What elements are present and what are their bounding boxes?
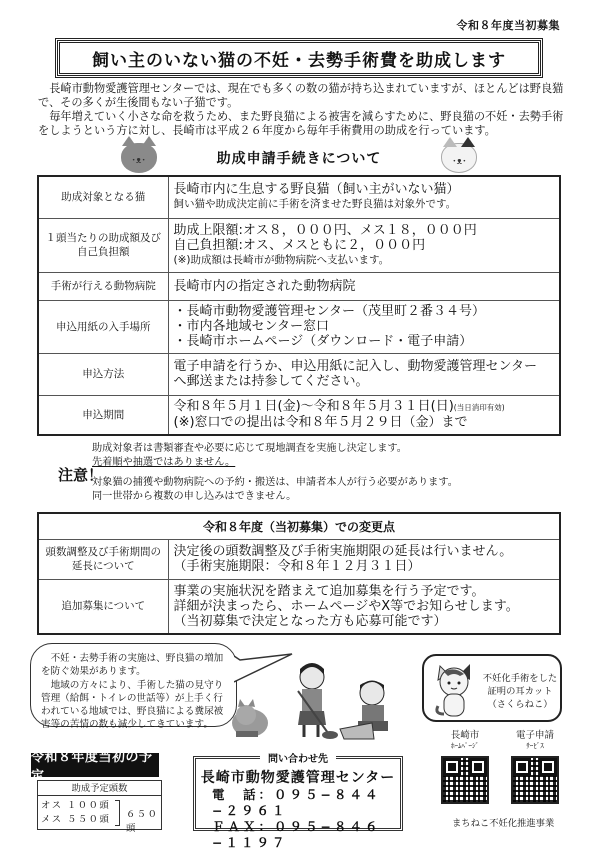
row-value xyxy=(168,353,560,395)
qr-code-icon[interactable] xyxy=(511,756,559,804)
plan-total: ６５０頭 xyxy=(126,809,159,834)
plan-table-header: 助成予定頭数 xyxy=(38,781,161,796)
row-value xyxy=(168,300,560,353)
phone-label: 電 話 xyxy=(212,787,259,802)
row-value xyxy=(168,579,560,634)
row-value xyxy=(168,395,560,435)
phone-number[interactable]: ０９５−８４４−２９６１ xyxy=(212,787,381,818)
qr-e-application[interactable] xyxy=(506,730,564,804)
info-speech-bubble xyxy=(30,643,237,731)
table-row xyxy=(38,353,560,395)
period-text: 令和８年５月１日(金)～令和８年５月３１日(日) xyxy=(173,399,454,415)
table-row xyxy=(38,579,560,634)
notice-line: 対象猫の捕獲や動物病院への予約・搬送は、申請者本人が行う必要があります。 xyxy=(92,477,458,488)
table-row xyxy=(38,300,560,353)
value-line: ・長崎市ホームページ（ダウンロード・電子申請） xyxy=(173,334,473,349)
value-line: ・長崎市動物愛護管理センター（茂里町２番３４号） xyxy=(173,304,485,319)
changes-table xyxy=(37,512,561,635)
row-label: 申込用紙の入手場所 xyxy=(38,300,168,353)
sakura-cat-box xyxy=(422,654,562,722)
notice-line-underlined: 先着順や抽選ではありません。 xyxy=(92,457,236,468)
row-label: １頭当たりの助成額及び自己負担額 xyxy=(38,218,168,272)
qr-code-icon[interactable] xyxy=(441,756,489,804)
sakura-cat-icon xyxy=(430,662,478,718)
row-value xyxy=(168,539,560,579)
plan-row xyxy=(41,799,110,813)
bubble-paragraph: 不妊・去勢手術の実施は、野良猫の増加を防ぐ効果があります。 xyxy=(41,653,224,678)
value-line xyxy=(174,399,555,415)
changes-heading: 令和８年度（当初募集）での変更点 xyxy=(38,513,560,539)
intro-text xyxy=(38,82,564,138)
row-label: 申込方法 xyxy=(38,353,168,395)
row-value: 長崎市内の指定された動物病院 xyxy=(168,272,560,300)
plan-rows xyxy=(41,799,110,827)
intro-paragraph: 毎年増えていく小さな命を救うため、また野良猫による被害を減らすために、野良猫の不妊・去勢手術をしようという方に対し、長崎市は平成２６年度から毎年手術費用の助成を行っています。 xyxy=(38,110,564,137)
page-title xyxy=(57,40,541,76)
table-row xyxy=(38,272,560,300)
boy-icon xyxy=(340,681,388,739)
value-line: 事業の実施状況を踏まえて追加募集を行う予定です。 xyxy=(173,583,485,599)
postmark-note: (当日消印有効) xyxy=(453,403,505,413)
plan-row xyxy=(41,813,110,827)
qr-title: 長崎市 xyxy=(450,730,480,741)
recruitment-tag: 令和８年度当初募集 xyxy=(456,19,560,32)
procedure-title: 助成申請手続きについて xyxy=(216,151,382,167)
table-row xyxy=(38,395,560,435)
value-line: へ郵送または持参してください。 xyxy=(173,374,369,389)
row-value xyxy=(168,218,560,272)
sakura-line: 不妊化手術をした xyxy=(482,673,558,684)
fax-label: ＦＡＸ xyxy=(212,819,259,834)
value-line: 電子申請を行うか、申込用紙に記入し、動物愛護管理センター xyxy=(173,359,537,374)
row-value xyxy=(168,176,560,218)
contact-box xyxy=(193,754,403,849)
value-line: 長崎市内に生息する野良猫（飼い主がいない猫） xyxy=(173,182,460,198)
qr-title: 電子申請 xyxy=(515,730,554,741)
intro-paragraph: 長崎市動物愛護管理センターでは、現在でも多くの数の猫が持ち込まれていますが、ほとんどは野良猫で、その多くが生後間もない子猫です。 xyxy=(38,82,564,109)
fax-number: ０９５−８４６−１１９７ xyxy=(212,819,381,849)
sakura-line: 証明の耳カット xyxy=(487,686,553,697)
row-label: 頭数調整及び手術期間の延長について xyxy=(38,539,168,579)
value-note: (※)助成額は長崎市が動物病院へ支払います。 xyxy=(173,253,390,266)
sakura-caption xyxy=(480,672,560,711)
table-row xyxy=(38,176,560,218)
bubble-paragraph: 地域の方々により、手術した猫の見守り管理（給餌・トイレの世話等）が上手く行われている地域では、野良猫による糞尿被害等の苦情の数も減少してきています。 xyxy=(41,679,224,731)
contact-legend: 問い合わせ先 xyxy=(260,750,336,765)
value-line: （当初募集で決定となった方も応募可能です） xyxy=(173,613,447,629)
plan-sex: メス xyxy=(41,814,63,825)
value-line: (※)窓口での提出は令和８年５月２９日（金）まで xyxy=(173,415,468,431)
plan-heading: 令和８年度当初の予定 xyxy=(31,753,159,777)
plan-count: １００頭 xyxy=(66,800,111,811)
table-row xyxy=(38,218,560,272)
contact-fax: ＦＡＸ：０９５−８４６−１１９７ xyxy=(212,819,381,849)
value-line: ・市内各地域センター窓口 xyxy=(173,319,329,334)
row-label: 助成対象となる猫 xyxy=(38,176,168,218)
qr-subtitle: ﾎｰﾑﾍﾟｰｼﾞ xyxy=(451,742,479,750)
value-note: 飼い猫や助成決定前に手術を済ませた野良猫は対象外です。 xyxy=(173,198,457,211)
plan-sex: オス xyxy=(41,800,63,811)
notice-mark: 注意！ xyxy=(58,466,104,484)
children-cleaning-illustration xyxy=(232,655,412,740)
contact-name: 長崎市動物愛護管理センター xyxy=(200,770,396,786)
plan-count: ５５０頭 xyxy=(67,814,111,825)
contact-phone: 電 話：０９５−８４４−２９６１ xyxy=(212,787,381,818)
sakura-line: （さくらねこ） xyxy=(487,699,553,710)
row-label: 申込期間 xyxy=(38,395,168,435)
table-header-row xyxy=(38,513,560,539)
value-line: 詳細が決まったら、ホームページやX等でお知らせします。 xyxy=(173,598,519,614)
procedure-table xyxy=(37,175,561,436)
page-title-text: 飼い主のいない猫の不妊・去勢手術費を助成します xyxy=(92,50,506,71)
procedure-heading xyxy=(37,142,561,174)
girl-icon xyxy=(298,663,338,739)
value-line: 助成上限額:オス８，０００円、メス１８，０００円 xyxy=(173,222,477,238)
plan-table xyxy=(37,780,162,834)
value-line: 決定後の頭数調整及び手術実施期限の延長は行いません。 xyxy=(173,544,513,559)
notice-line: 助成対象者は書類審査や必要に応じて現地調査を実施し決定します。 xyxy=(92,443,407,454)
qr-homepage[interactable] xyxy=(436,730,494,804)
tabby-cat-icon xyxy=(232,699,268,737)
bracket-icon xyxy=(115,800,120,826)
table-row xyxy=(38,539,560,579)
value-line: 自己負担額:オス、メスともに２，０００円 xyxy=(173,237,426,253)
notice-line: 同一世帯から複数の申し込みはできません。 xyxy=(92,491,297,502)
row-label: 手術が行える動物病院 xyxy=(38,272,168,300)
qr-subtitle: ｻｰﾋﾞｽ xyxy=(526,742,544,750)
notice-lines xyxy=(92,442,562,504)
calico-cat-icon: ･ᴥ･ xyxy=(441,143,477,173)
value-line: （手術実施期限：令和８年１２月３１日） xyxy=(173,559,421,574)
program-name: まちねこ不妊化推進事業 xyxy=(452,818,555,829)
grey-cat-icon: ･ᴥ･ xyxy=(121,143,157,173)
row-label: 追加募集について xyxy=(38,579,168,634)
